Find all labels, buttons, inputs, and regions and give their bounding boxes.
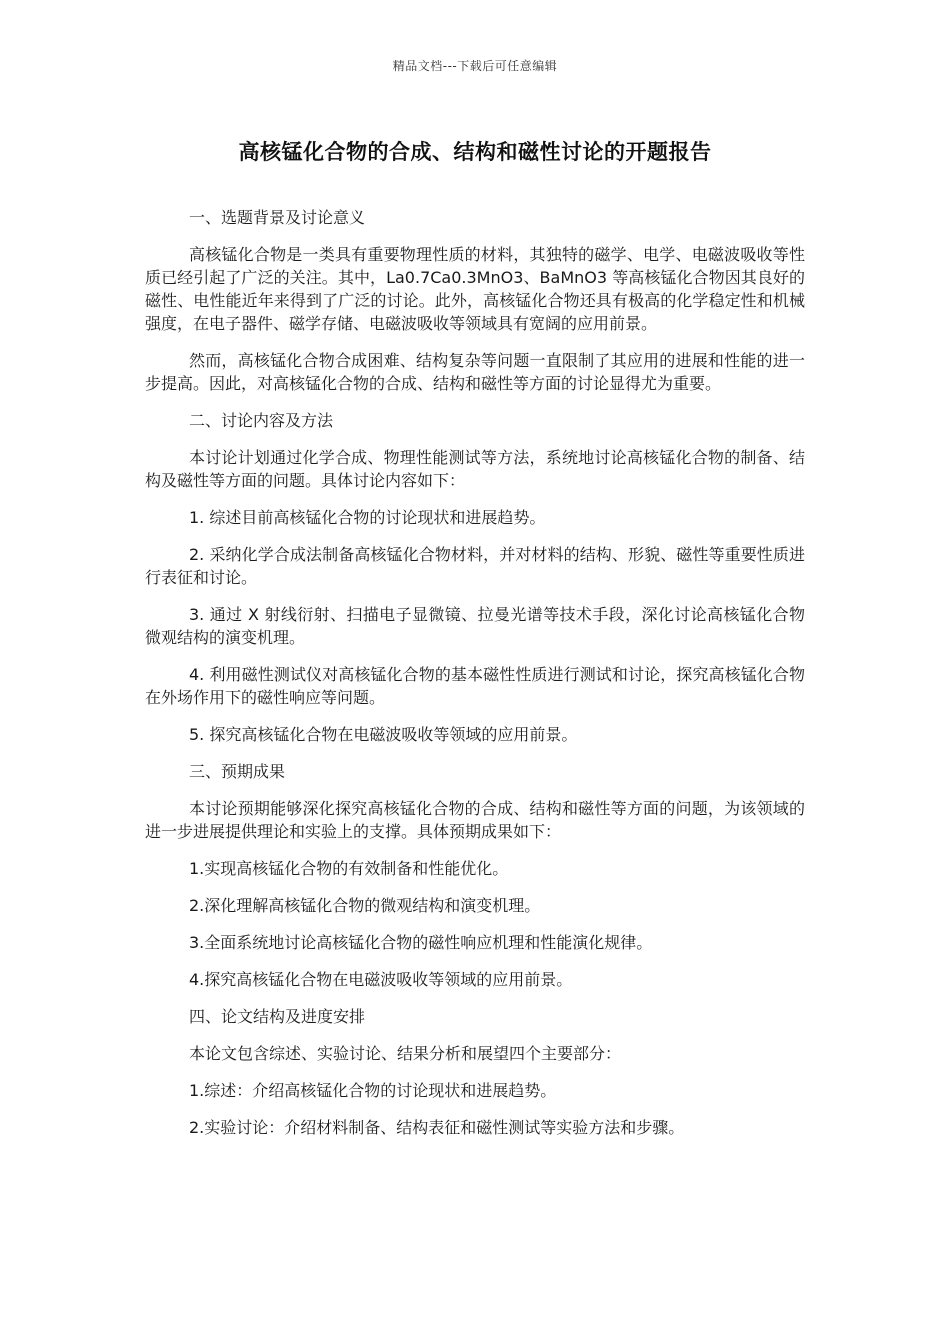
body-paragraph: 高核锰化合物是一类具有重要物理性质的材料，其独特的磁学、电学、电磁波吸收等性质已经引起了广泛的关注。其中，La0.7Ca0.3MnO3、BaMnO3 等高核锰化合物因其良好的磁性、电性能近年来得到了广泛的讨论。此外，高核锰化合物还具有极高的化学稳定性和机械强度，在电子器件、磁学存储、电磁波吸收等领域具有宽阔的应用前景。 <box>145 245 805 333</box>
list-item: 1.综述：介绍高核锰化合物的讨论现状和进展趋势。 <box>189 1081 557 1100</box>
list-item: 3. 通过 X 射线衍射、扫描电子显微镜、拉曼光谱等技术手段，深化讨论高核锰化合物微观结构的演变机理。 <box>145 605 805 647</box>
list-item: 5. 探究高核锰化合物在电磁波吸收等领域的应用前景。 <box>189 725 578 744</box>
body-paragraph: 本讨论预期能够深化探究高核锰化合物的合成、结构和磁性等方面的问题，为该领域的进一步进展提供理论和实验上的支撑。具体预期成果如下： <box>145 799 805 841</box>
list-item: 2.深化理解高核锰化合物的微观结构和演变机理。 <box>189 896 541 915</box>
body-paragraph: 本讨论计划通过化学合成、物理性能测试等方法，系统地讨论高核锰化合物的制备、结构及磁性等方面的问题。具体讨论内容如下： <box>145 448 805 490</box>
body-paragraph: 然而，高核锰化合物合成困难、结构复杂等问题一直限制了其应用的进展和性能的进一步提高。因此，对高核锰化合物的合成、结构和磁性等方面的讨论显得尤为重要。 <box>145 351 805 393</box>
list-item: 3.全面系统地讨论高核锰化合物的磁性响应机理和性能演化规律。 <box>189 933 653 952</box>
section-heading-expected-results: 三、预期成果 <box>189 762 286 781</box>
body-paragraph: 本论文包含综述、实验讨论、结果分析和展望四个主要部分： <box>189 1044 622 1063</box>
list-item: 1.实现高核锰化合物的有效制备和性能优化。 <box>189 859 509 878</box>
header-note: 精品文档---下载后可任意编辑 <box>392 59 558 73</box>
section-heading-structure-schedule: 四、论文结构及进度安排 <box>189 1007 366 1026</box>
list-item: 2.实验讨论：介绍材料制备、结构表征和磁性测试等实验方法和步骤。 <box>189 1118 685 1137</box>
list-item: 4. 利用磁性测试仪对高核锰化合物的基本磁性性质进行测试和讨论，探究高核锰化合物在外场作用下的磁性响应等问题。 <box>145 665 805 707</box>
document-title: 高核锰化合物的合成、结构和磁性讨论的开题报告 <box>238 140 712 164</box>
list-item: 4.探究高核锰化合物在电磁波吸收等领域的应用前景。 <box>189 970 573 989</box>
document-body <box>145 206 805 1153</box>
section-heading-content-methods: 二、讨论内容及方法 <box>189 411 334 430</box>
list-item: 2. 采纳化学合成法制备高核锰化合物材料，并对材料的结构、形貌、磁性等重要性质进行表征和讨论。 <box>145 545 805 587</box>
list-item: 1. 综述目前高核锰化合物的讨论现状和进展趋势。 <box>189 508 546 527</box>
section-heading-background: 一、选题背景及讨论意义 <box>189 208 366 227</box>
